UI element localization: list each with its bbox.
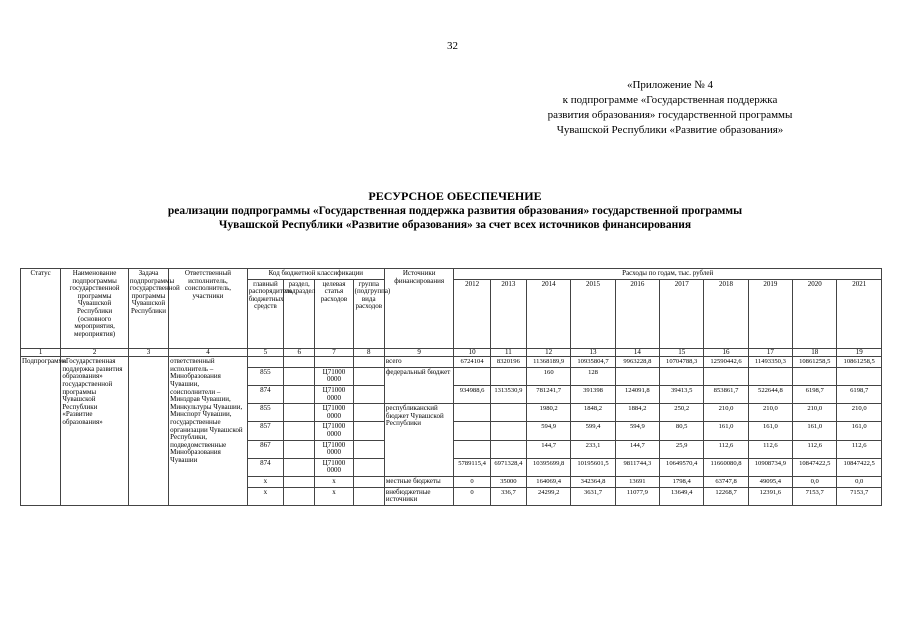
column-number: 14 [615,348,659,357]
expense-value-cell: 210,0 [704,404,748,422]
section-cell [284,385,315,403]
expense-value-cell: 10195601,5 [571,458,615,476]
expense-value-cell [660,367,704,385]
budget-code-cell: 855 [247,367,283,385]
target-article-cell: Ц71000 0000 [315,440,353,458]
expense-value-cell: 1313530,9 [490,385,526,403]
expense-value-cell: 13691 [615,476,659,487]
expense-value-cell: 161,0 [837,422,882,440]
expense-value-cell: 24299,2 [527,487,571,505]
page-number: 32 [447,40,458,52]
section-cell [284,476,315,487]
header-year: 2018 [704,279,748,348]
expense-value-cell: 10847422,5 [793,458,837,476]
header-budget-sub: главный распорядитель бюджетных средств [247,279,283,348]
expense-value-cell: 10395699,8 [527,458,571,476]
expense-value-cell: 112,6 [793,440,837,458]
appendix-line: Чувашской Республики «Развитие образования» [556,124,784,136]
expense-value-cell [793,367,837,385]
expense-value-cell: 10649570,4 [660,458,704,476]
expense-value-cell [454,367,490,385]
column-number: 4 [169,348,248,357]
header-year: 2016 [615,279,659,348]
budget-code-cell [247,357,283,368]
expense-value-cell: 0,0 [837,476,882,487]
expense-value-cell: 10861258,5 [837,357,882,368]
column-number: 10 [454,348,490,357]
expense-value-cell: 7153,7 [793,487,837,505]
budget-code-cell: x [247,476,283,487]
column-number: 6 [284,348,315,357]
expense-value-cell: 853861,7 [704,385,748,403]
expense-value-cell: 7153,7 [837,487,882,505]
expense-value-cell: 1798,4 [660,476,704,487]
expense-value-cell: 10847422,5 [837,458,882,476]
expense-group-cell [353,357,384,368]
expense-group-cell [353,367,384,385]
budget-code-cell: 874 [247,385,283,403]
expense-value-cell: 233,1 [571,440,615,458]
budget-code-cell: 867 [247,440,283,458]
header-name: Наименование подпрограммы государственной программы Чувашской Республики (основного мероприятия, мероприятия) [61,269,129,349]
title-line: РЕСУРСНОЕ ОБЕСПЕЧЕНИЕ [368,189,542,203]
expense-value-cell: 161,0 [748,422,792,440]
column-number: 18 [793,348,837,357]
header-responsible: Ответственный исполнитель, соисполнитель, участники [169,269,248,349]
title-line: реализации подпрограммы «Государственная поддержка развития образования» государственной программы [167,205,743,217]
header-task: Задача подпрограммы государственной программы Чувашской Республики [128,269,168,349]
expense-group-cell [353,487,384,505]
header-expenses: Расходы по годам, тыс. рублей [454,269,882,280]
expense-value-cell [748,367,792,385]
expense-value-cell: 10935804,7 [571,357,615,368]
expense-value-cell [454,422,490,440]
column-number: 9 [384,348,454,357]
header-budget-sub: группа (подгруппа) вида расходов [353,279,384,348]
expense-value-cell [704,367,748,385]
expense-value-cell: 781241,7 [527,385,571,403]
expense-value-cell: 391398 [571,385,615,403]
expense-value-cell: 342364,8 [571,476,615,487]
column-number: 1 [21,348,61,357]
expense-value-cell: 11368189,9 [527,357,571,368]
header-year: 2013 [490,279,526,348]
expense-value-cell: 161,0 [793,422,837,440]
expense-value-cell: 11660080,8 [704,458,748,476]
column-number: 17 [748,348,792,357]
budget-code-cell: x [247,487,283,505]
expense-value-cell: 336,7 [490,487,526,505]
expense-value-cell: 12268,7 [704,487,748,505]
column-number: 16 [704,348,748,357]
column-number: 19 [837,348,882,357]
expense-value-cell: 10704788,3 [660,357,704,368]
source-cell: федеральный бюджет [384,367,454,403]
title-line: Чувашской Республики «Развитие образования» за счет всех источников финансирования [218,219,692,231]
expense-value-cell: 594,9 [527,422,571,440]
header-year: 2015 [571,279,615,348]
source-cell: внебюджетные источники [384,487,454,505]
target-article-cell: x [315,476,353,487]
section-cell [284,487,315,505]
expense-value-cell: 5789115,4 [454,458,490,476]
expense-value-cell: 6724104 [454,357,490,368]
expense-value-cell: 160 [527,367,571,385]
expense-value-cell: 80,5 [660,422,704,440]
column-number-row [21,348,882,357]
expense-value-cell: 594,9 [615,422,659,440]
appendix-line: развития образования» государственной программы [547,109,793,121]
target-article-cell: Ц71000 0000 [315,385,353,403]
expense-value-cell: 144,7 [527,440,571,458]
expense-value-cell: 210,0 [837,404,882,422]
budget-code-cell: 874 [247,458,283,476]
appendix-header [470,78,870,138]
section-cell [284,404,315,422]
target-article-cell: x [315,487,353,505]
responsible-cell: ответственный исполнитель – Минобразования Чувашии, соисполнители – Минздрав Чувашии, Минкультуры Чувашии, Минспорт Чувашии, государственные организации Чувашской Республики, подведомственные Минобразования Чувашии [169,357,248,506]
header-budget-sub: целевая статья расходов [315,279,353,348]
expense-value-cell: 210,0 [793,404,837,422]
expense-value-cell: 164069,4 [527,476,571,487]
header-budget-code: Код бюджетной классификации [247,269,384,280]
expense-value-cell: 9811744,3 [615,458,659,476]
expense-value-cell: 11077,9 [615,487,659,505]
task-cell [128,357,168,506]
section-cell [284,440,315,458]
expense-value-cell: 161,0 [704,422,748,440]
appendix-line: «Приложение № 4 [626,79,714,91]
header-year: 2014 [527,279,571,348]
expense-value-cell: 8320196 [490,357,526,368]
target-article-cell: Ц71000 0000 [315,404,353,422]
document-title [60,189,850,232]
expense-value-cell: 1884,2 [615,404,659,422]
header-year: 2020 [793,279,837,348]
column-number: 12 [527,348,571,357]
expense-value-cell [490,422,526,440]
expense-group-cell [353,440,384,458]
expense-value-cell [490,367,526,385]
section-cell [284,458,315,476]
expense-value-cell: 11493350,3 [748,357,792,368]
expense-value-cell: 49095,4 [748,476,792,487]
expense-value-cell: 124091,8 [615,385,659,403]
expense-value-cell [837,367,882,385]
expense-value-cell: 112,6 [837,440,882,458]
expense-value-cell [454,440,490,458]
expense-value-cell: 1848,2 [571,404,615,422]
expense-value-cell: 9963228,8 [615,357,659,368]
expense-group-cell [353,422,384,440]
expense-value-cell [490,440,526,458]
expense-value-cell [615,367,659,385]
header-budget-sub: раздел, подраздел [284,279,315,348]
expense-value-cell: 599,4 [571,422,615,440]
expense-value-cell: 0,0 [793,476,837,487]
expense-value-cell: 112,6 [748,440,792,458]
expense-value-cell: 0 [454,476,490,487]
header-year: 2019 [748,279,792,348]
expense-value-cell: 250,2 [660,404,704,422]
expense-value-cell: 10908734,9 [748,458,792,476]
expense-value-cell: 144,7 [615,440,659,458]
expense-value-cell: 13649,4 [660,487,704,505]
expense-value-cell: 6198,7 [793,385,837,403]
expense-value-cell: 12391,6 [748,487,792,505]
header-status: Статус [21,269,61,349]
expense-group-cell [353,404,384,422]
column-number: 11 [490,348,526,357]
resource-table [20,268,882,506]
expense-value-cell: 6198,7 [837,385,882,403]
section-cell [284,367,315,385]
source-cell: республиканский бюджет Чувашской Республики [384,404,454,477]
budget-code-cell: 855 [247,404,283,422]
expense-group-cell [353,476,384,487]
expense-value-cell: 1980,2 [527,404,571,422]
table-row [21,357,882,368]
expense-value-cell: 6971328,4 [490,458,526,476]
appendix-line: к подпрограмме «Государственная поддержка [562,94,778,106]
expense-group-cell [353,458,384,476]
column-number: 15 [660,348,704,357]
budget-code-cell: 857 [247,422,283,440]
expense-value-cell: 112,6 [704,440,748,458]
target-article-cell [315,357,353,368]
expense-value-cell: 522644,8 [748,385,792,403]
column-number: 7 [315,348,353,357]
expense-group-cell [353,385,384,403]
header-year: 2021 [837,279,882,348]
expense-value-cell: 128 [571,367,615,385]
expense-value-cell: 10861258,5 [793,357,837,368]
status-cell: Подпрограмма [21,357,61,506]
source-cell: местные бюджеты [384,476,454,487]
expense-value-cell: 210,0 [748,404,792,422]
target-article-cell: Ц71000 0000 [315,458,353,476]
expense-value-cell: 39413,5 [660,385,704,403]
column-number: 2 [61,348,129,357]
expense-value-cell: 3631,7 [571,487,615,505]
expense-value-cell: 12590442,6 [704,357,748,368]
column-number: 8 [353,348,384,357]
header-year: 2012 [454,279,490,348]
expense-value-cell: 25,9 [660,440,704,458]
target-article-cell: Ц71000 0000 [315,422,353,440]
expense-value-cell [454,404,490,422]
section-cell [284,357,315,368]
expense-value-cell: 934988,6 [454,385,490,403]
expense-value-cell [490,404,526,422]
expense-value-cell: 0 [454,487,490,505]
program-name-cell: «Государственная поддержка развития образования» государственной программы Чувашской Республики «Развитие образования» [61,357,129,506]
column-number: 3 [128,348,168,357]
expense-value-cell: 35000 [490,476,526,487]
source-cell: всего [384,357,454,368]
expense-value-cell: 63747,8 [704,476,748,487]
target-article-cell: Ц71000 0000 [315,367,353,385]
header-year: 2017 [660,279,704,348]
section-cell [284,422,315,440]
column-number: 5 [247,348,283,357]
header-sources: Источники финансирования [384,269,454,349]
column-number: 13 [571,348,615,357]
